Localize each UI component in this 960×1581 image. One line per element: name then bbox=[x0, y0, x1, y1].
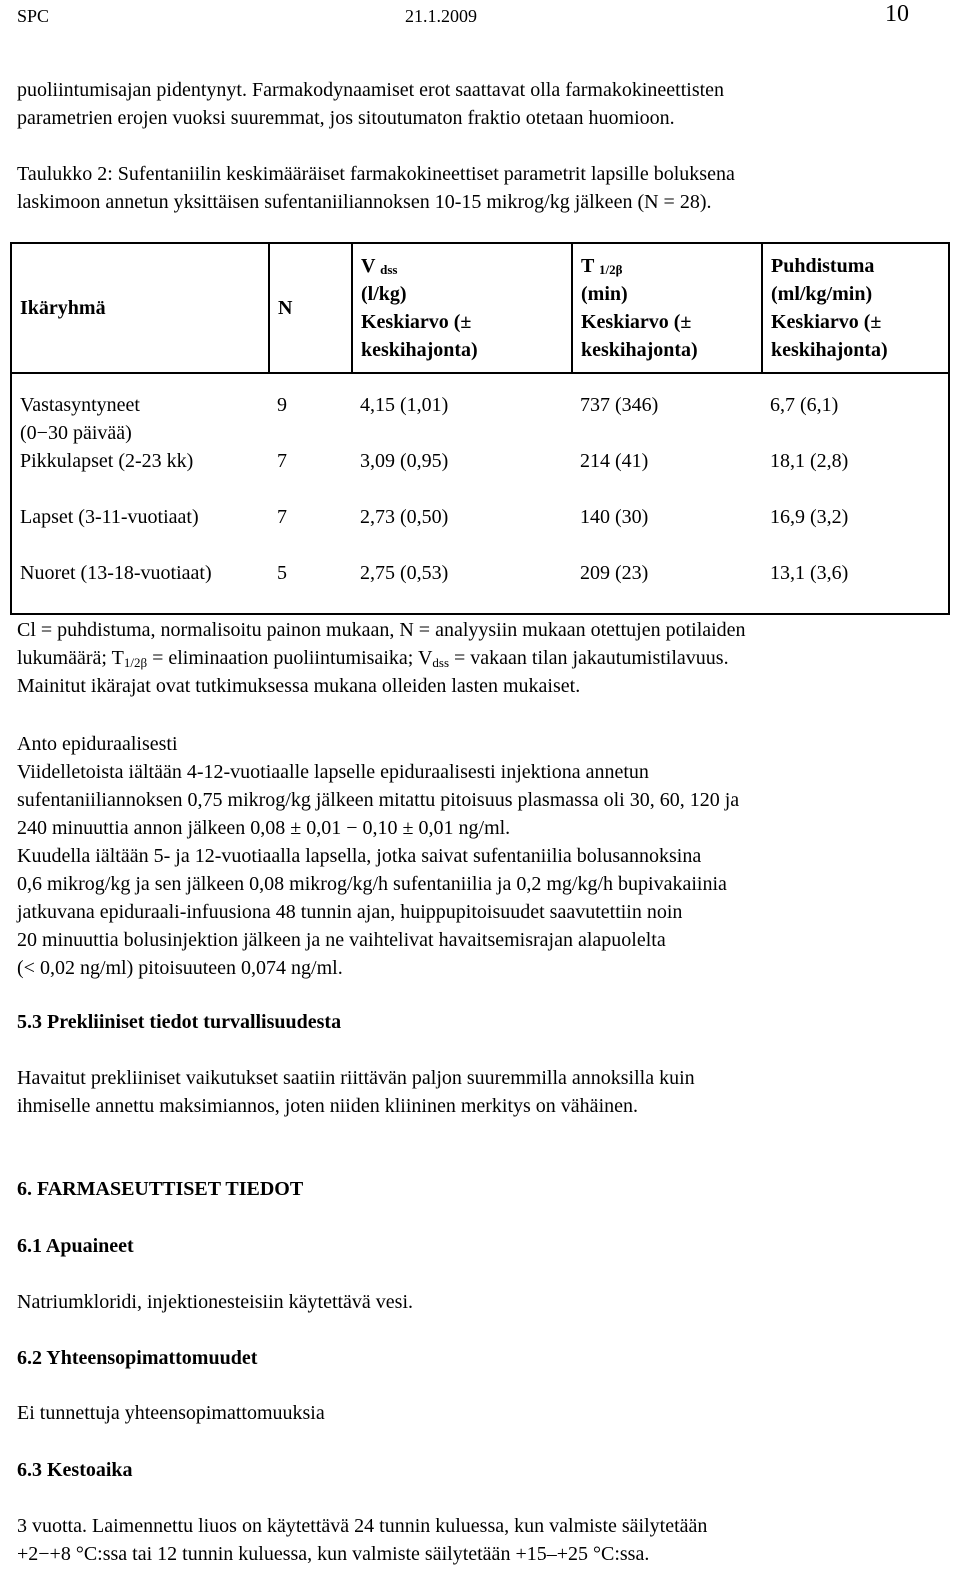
paragraph-line: 0,6 mikrog/kg ja sen jälkeen 0,08 mikrog/kg/h sufentaniilia ja 0,2 mg/kg/h bupivakaiinia bbox=[17, 873, 727, 895]
cell-vdss: 4,15 (1,01) bbox=[360, 394, 449, 416]
cell-age-group: Lapset (3‐11-vuotiaat) bbox=[11, 503, 269, 559]
cell-clearance: 16,9 (3,2) bbox=[762, 503, 949, 559]
table-row bbox=[11, 447, 949, 503]
paragraph-line: Havaitut prekliiniset vaikutukset saatiin riittävän paljon suuremmilla annoksilla kuin bbox=[17, 1067, 695, 1089]
incompatibilities-text: Ei tunnettuja yhteensopimattomuuksia bbox=[17, 1402, 325, 1424]
cell-clearance: 13,1 (3,6) bbox=[762, 559, 949, 614]
cell-n: 7 bbox=[277, 450, 287, 472]
section-heading-6: 6. FARMASEUTTISET TIEDOT bbox=[17, 1178, 304, 1200]
intro-line: puoliintumisajan pidentynyt. Farmakodynaamiset erot saattavat olla farmakokineettisten bbox=[17, 79, 725, 101]
paragraph-line: sufentaniiliannoksen 0,75 mikrog/kg jälkeen mitattu pitoisuus plasmassa oli 30, 60, 120 ja bbox=[17, 789, 740, 811]
intro-paragraph bbox=[17, 76, 947, 132]
shelf-life-paragraph bbox=[17, 1512, 947, 1568]
caption-line: laskimoon annetun yksittäisen sufentaniiliannoksen 10‐15 mikrog/kg jälkeen (N = 28). bbox=[17, 191, 712, 213]
section-subtitle: Anto epiduraalisesti bbox=[17, 733, 178, 755]
paragraph-line: 240 minuuttia annon jälkeen 0,08 ± 0,01 − 0,10 ± 0,01 ng/ml. bbox=[17, 817, 511, 839]
paragraph-line: jatkuvana epiduraali-infuusiona 48 tunnin ajan, huippupitoisuudet saavutettiin noin bbox=[17, 901, 683, 923]
paragraph-line: (< 0,02 ng/ml) pitoisuuteen 0,074 ng/ml. bbox=[17, 957, 343, 979]
pk-parameters-table bbox=[10, 242, 950, 615]
section-heading-6-1: 6.1 Apuaineet bbox=[17, 1235, 134, 1257]
col-header-age-group: Ikäryhmä bbox=[11, 243, 269, 373]
col-header-n: N bbox=[269, 243, 352, 373]
col-header-vdss: V dss (l/kg) Keskiarvo (± keskihajonta) bbox=[352, 243, 572, 373]
table-footnote bbox=[17, 616, 947, 700]
table-row bbox=[11, 559, 949, 614]
cell-clearance: 6,7 (6,1) bbox=[762, 373, 949, 447]
table-row bbox=[11, 503, 949, 559]
paragraph-line: ihmiselle annettu maksimiannos, joten niiden kliininen merkitys on vähäinen. bbox=[17, 1095, 638, 1117]
cell-n: 9 bbox=[277, 394, 287, 416]
table-caption bbox=[17, 160, 947, 216]
epidural-section bbox=[17, 730, 947, 982]
page-header bbox=[17, 0, 947, 28]
excipients-text: Natriumkloridi, injektionesteisiin käytettävä vesi. bbox=[17, 1291, 414, 1313]
cell-vdss: 2,75 (0,53) bbox=[352, 559, 572, 614]
cell-thalf: 214 (41) bbox=[580, 450, 649, 472]
cell-n: 7 bbox=[277, 506, 287, 528]
cell-age-group: Nuoret (13‐18-vuotiaat) bbox=[11, 559, 269, 614]
cell-vdss: 2,73 (0,50) bbox=[360, 506, 449, 528]
footnote-line: Cl = puhdistuma, normalisoitu painon mukaan, N = analyysiin mukaan otettujen potilaiden bbox=[17, 619, 746, 641]
table-row bbox=[11, 373, 949, 447]
header-doc-type: SPC bbox=[17, 6, 50, 26]
paragraph-line: +2−+8 °C:ssa tai 12 tunnin kuluessa, kun valmiste säilytetään +15–+25 °C:ssa. bbox=[17, 1543, 650, 1565]
cell-thalf: 140 (30) bbox=[580, 506, 649, 528]
footnote-line: Mainitut ikärajat ovat tutkimuksessa mukana olleiden lasten mukaiset. bbox=[17, 675, 581, 697]
paragraph-line: 3 vuotta. Laimennettu liuos on käytettävä 24 tunnin kuluessa, kun valmiste säilytetään bbox=[17, 1515, 708, 1537]
preclinical-paragraph bbox=[17, 1064, 947, 1120]
cell-thalf: 737 (346) bbox=[580, 394, 659, 416]
cell-age-group: Pikkulapset (2‐23 kk) bbox=[11, 447, 269, 503]
footnote-line: lukumäärä; $T_{1/2\beta}$ = eliminaation puoliintumisaika; $V_{dss}$ = vakaan tilan jakautumistilavuus. bbox=[17, 647, 729, 670]
cell-age-group: Vastasyntyneet (0−30 päivää) bbox=[11, 373, 269, 447]
header-date: 21.1.2009 bbox=[405, 6, 477, 26]
col-header-clearance: Puhdistuma (ml/kg/min) Keskiarvo (± keskihajonta) bbox=[762, 243, 949, 373]
intro-line: parametrien erojen vuoksi suuremmat, jos sitoutumaton fraktio otetaan huomioon. bbox=[17, 107, 675, 129]
cell-clearance: 18,1 (2,8) bbox=[762, 447, 949, 503]
paragraph-line: 20 minuuttia bolusinjektion jälkeen ja ne vaihtelivat havaitsemisrajan alapuolelta bbox=[17, 929, 666, 951]
cell-thalf: 209 (23) bbox=[572, 559, 762, 614]
table-header-row bbox=[11, 243, 949, 373]
section-heading-5-3: 5.3 Prekliiniset tiedot turvallisuudesta bbox=[17, 1011, 342, 1033]
cell-n: 5 bbox=[269, 559, 352, 614]
paragraph-line: Kuudella iältään 5- ja 12-vuotiaalla lapsella, jotka saivat sufentaniilia bolusannoksina bbox=[17, 845, 702, 867]
page-number: 10 bbox=[885, 1, 909, 27]
cell-vdss: 3,09 (0,95) bbox=[360, 450, 449, 472]
caption-line: Taulukko 2: Sufentaniilin keskimääräiset farmakokineettiset parametrit lapsille boluksena bbox=[17, 163, 735, 185]
col-header-thalf: T 1/2β (min) Keskiarvo (± keskihajonta) bbox=[572, 243, 762, 373]
section-heading-6-3: 6.3 Kestoaika bbox=[17, 1459, 133, 1481]
paragraph-line: Viidelletoista iältään 4‐12-vuotiaalle lapselle epiduraalisesti injektiona annetun bbox=[17, 761, 649, 783]
section-heading-6-2: 6.2 Yhteensopimattomuudet bbox=[17, 1347, 258, 1369]
